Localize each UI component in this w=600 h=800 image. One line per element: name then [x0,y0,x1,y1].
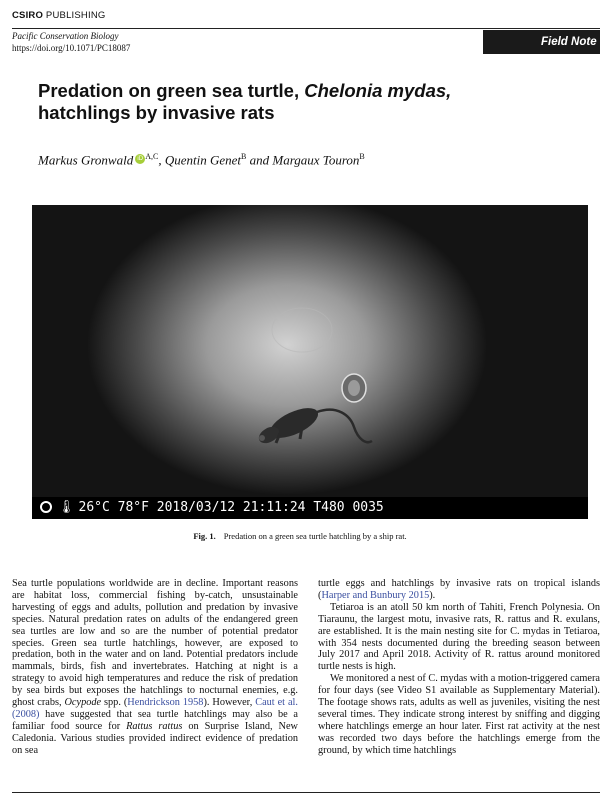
journal-name: Pacific Conservation Biology [12,31,119,41]
caption-text: Predation on a green sea turtle hatchling by a ship rat. [223,531,407,541]
caption-label: Fig. 1. [193,531,216,541]
orcid-icon[interactable]: iD [135,154,145,164]
paragraph: Sea turtle populations worldwide are in decline. Important reasons are habitat loss, commercial fishing by-catch, unsustainable harvesting of eggs and adults, pollution and predation by invasive species. Natural predation rates on adults of the endangered green sea turtles are low and so are the number of potential predator species. Green sea turtle hatchlings, however, are exposed to predation, both in the water and on land. Potential predators include mammals, birds, fish and invertebrates. Hatching at night is a strategy to avoid high temperatures and reduce the risk of predation by sea birds but exposes the hatchlings to nocturnal enemies, e.g. ghost crabs, Ocypode spp. (Hendrickson 1958). However, Caut et al. (2008) have suggested that sea turtle hatchlings may also be a familiar food source for Rattus rattus on Surprise Island, New Caledonia. Various studies provided indirect evidence of predation on sea [12,578,298,756]
author-list: Markus Gronwald iD $^{A,C}$, Quentin Genet$^B$ and Margaux Touron$^B$ [38,152,365,168]
paragraph: turtle eggs and hatchlings by invasive rats on tropical islands (Harper and Bunbury 2015). [318,578,600,601]
rat-predation-illustration [32,205,588,519]
moon-phase-icon [40,501,52,513]
publisher-name: CSIRO PUBLISHING [12,10,106,21]
citation-link[interactable]: Harper and Bunbury 2015 [321,589,430,601]
figure-photo [32,205,588,519]
citation-link[interactable]: Hendrickson 1958 [127,697,204,709]
thermometer-icon: 🌡 [58,500,75,515]
paragraph: Tetiaroa is an atoll 50 km north of Tahiti, French Polynesia. On Tiaraunu, the largest motu, invasive rats, R. rattus and R. exulans, are established. It is the main nesting site for C. mydas in Tetiaroa, with 354 nests documented during the breeding season between July 2017 and April 2018. Activity of R. rattus around monitored turtle nests is high. [318,601,600,673]
camera-timestamp: 26°C 78°F 2018/03/12 21:11:24 T480 0035 [78,500,384,515]
body-column-left [12,578,298,757]
figure-caption [0,531,600,541]
author-name[interactable]: Margaux Touron [272,152,360,168]
doi-link[interactable]: https://doi.org/10.1071/PC18087 [12,43,131,53]
body-column-right [318,578,600,757]
section-badge: Field Note [483,30,600,54]
citation-link[interactable]: Caut et al. (2008) [12,697,298,720]
header-rule [12,28,600,29]
footer-rule [12,792,600,793]
paragraph: We monitored a nest of C. mydas with a motion-triggered camera for four days (see Video S1 available as Supplementary Material). The footage shows rats, adults as well as juveniles, visiting the nest several times. They indicate strong interest by sniffing and digging where hatchlings emerge an hour later. First rat activity at the nest was recorded two days before the hatchlings emerge from the ground, by which time hatchlings [318,673,600,756]
camera-overlay [32,497,588,519]
author-name[interactable]: Quentin Genet [164,152,242,168]
author-name[interactable]: Markus Gronwald [38,152,134,168]
article-title: Predation on green sea turtle, Chelonia mydas, hatchlings by invasive rats [38,80,452,123]
